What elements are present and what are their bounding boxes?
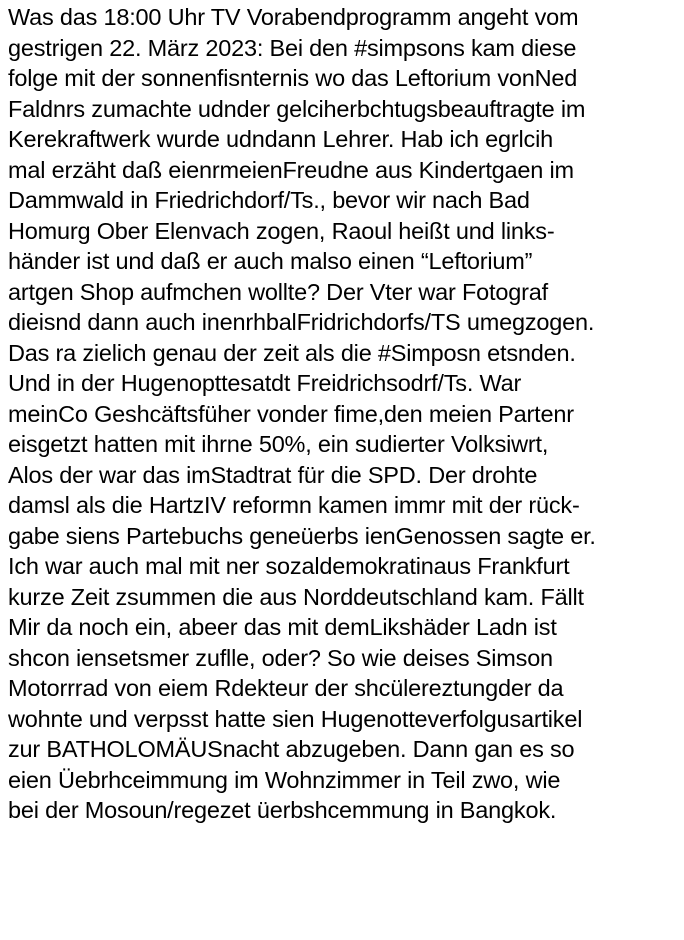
body-text: [8, 2, 684, 826]
text-line: Ich war auch mal mit ner sozaldemokratinaus Frankfurt: [8, 553, 570, 579]
text-line: eien Üebrhceimmung im Wohnzimmer in Teil zwo, wie: [8, 766, 561, 793]
text-line: wohnte und verpsst hatte sien Hugenotteverfolgusartikel: [8, 705, 583, 732]
text-line: kurze Zeit zsummen die aus Norddeutschland kam. Fällt: [8, 583, 584, 610]
text-line: mal erzäht daß eienrmeienFreudne aus Kindertgaen im: [8, 156, 574, 183]
text-line: damsl als die HartzIV reformn kamen immr mit der rück-: [8, 492, 580, 518]
text-line: Dammwald in Friedrichdorf/Ts., bevor wir nach Bad: [8, 187, 530, 213]
text-line: Das ra zielich genau der zeit als die #Simposn etsnden.: [8, 339, 576, 366]
text-line: artgen Shop aufmchen wollte? Der Vter war Fotograf: [8, 278, 548, 305]
text-line: Mir da noch ein, abeer das mit demLikshäder Ladn ist: [8, 614, 557, 640]
text-line: Kerekraftwerk wurde udndann Lehrer. Hab ich egrlcih: [8, 126, 553, 152]
text-line: Was das 18:00 Uhr TV Vorabendprogramm angeht vom: [8, 4, 579, 30]
text-line: gabe siens Partebuchs geneüerbs ienGenossen sagte er.: [8, 522, 596, 549]
text-line: folge mit der sonnenfisnternis wo das Leftorium vonNed: [8, 65, 578, 91]
text-line: händer ist und daß er auch malso einen “Leftorium”: [8, 248, 533, 274]
text-line: Motorrrad von eiem Rdekteur der shcülereztungder da: [8, 675, 564, 701]
text-line: Homurg Ober Elenvach zogen, Raoul heißt und links-: [8, 217, 555, 244]
text-line: meinCo Geshcäftsfüher vonder fime,den meien Partenr: [8, 400, 574, 427]
text-line: bei der Mosoun/regezet üerbshcemmung in Bangkok.: [8, 797, 557, 823]
text-line: eisgetzt hatten mit ihrne 50%, ein sudierter Volksiwrt,: [8, 431, 549, 457]
text-line: Alos der war das imStadtrat für die SPD. Der drohte: [8, 461, 538, 488]
text-line: Faldnrs zumachte udnder gelciherbchtugsbeauftragte im: [8, 95, 586, 122]
text-line: gestrigen 22. März 2023: Bei den #simpsons kam diese: [8, 34, 577, 61]
text-line: Und in der Hugenopttesatdt Freidrichsodrf/Ts. War: [8, 370, 522, 396]
text-line: dieisnd dann auch inenrhbalFridrichdorfs/TS umegzogen.: [8, 309, 595, 335]
text-line: shcon iensetsmer zuflle, oder? So wie deises Simson: [8, 644, 553, 671]
text-line: zur BATHOLOMÄUSnacht abzugeben. Dann gan es so: [8, 736, 575, 762]
